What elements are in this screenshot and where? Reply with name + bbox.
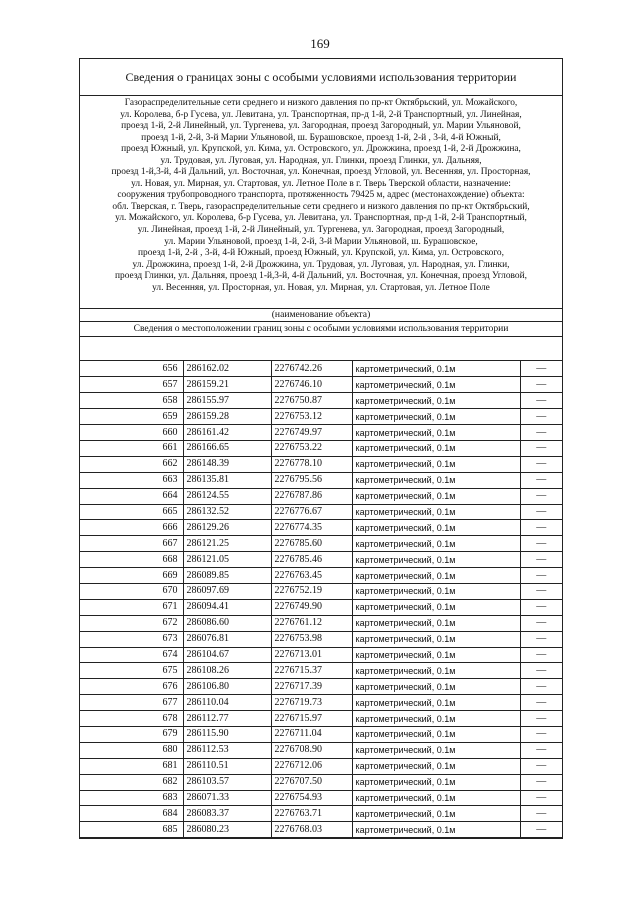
accuracy-dash: —: [520, 583, 562, 599]
accuracy-dash: —: [520, 711, 562, 727]
determination-method: картометрический, 0.1м: [352, 663, 520, 679]
point-number: 671: [80, 599, 183, 615]
x-coordinate: 286097.69: [183, 583, 271, 599]
table-row: [80, 822, 562, 838]
x-coordinate: 286076.81: [183, 631, 271, 647]
accuracy-dash: —: [520, 806, 562, 822]
y-coordinate: 2276746.10: [271, 377, 352, 393]
accuracy-dash: —: [520, 409, 562, 425]
table-row: [80, 568, 562, 584]
object-name-caption: (наименование объекта): [80, 309, 562, 322]
table-row: [80, 583, 562, 599]
accuracy-dash: —: [520, 440, 562, 456]
determination-method: картометрический, 0.1м: [352, 615, 520, 631]
description-line: сооружения трубопроводного транспорта, протяженность 79425 м, адрес (местонахождение) объекта:: [117, 190, 525, 201]
point-number: 669: [80, 568, 183, 584]
y-coordinate: 2276763.45: [271, 568, 352, 584]
accuracy-dash: —: [520, 456, 562, 472]
description-line: ул. Новая, ул. Мирная, ул. Стартовая, ул. Летное Поле в г. Тверь Тверской области, назначение:: [131, 178, 511, 189]
point-number: 668: [80, 552, 183, 568]
table-row: [80, 488, 562, 504]
point-number: 677: [80, 695, 183, 711]
y-coordinate: 2276785.46: [271, 552, 352, 568]
description-line: обл. Тверская, г. Тверь, газораспределительные сети среднего и низкого давления по пр-кт Октябрьский,: [112, 201, 530, 212]
table-row: [80, 425, 562, 441]
x-coordinate: 286112.53: [183, 742, 271, 758]
table-row: [80, 361, 562, 377]
accuracy-dash: —: [520, 758, 562, 774]
x-coordinate: 286148.39: [183, 456, 271, 472]
determination-method: картометрический, 0.1м: [352, 631, 520, 647]
table-row: [80, 711, 562, 727]
accuracy-dash: —: [520, 774, 562, 790]
accuracy-dash: —: [520, 726, 562, 742]
point-number: 676: [80, 679, 183, 695]
table-row: [80, 726, 562, 742]
table-row: [80, 695, 562, 711]
determination-method: картометрический, 0.1м: [352, 552, 520, 568]
accuracy-dash: —: [520, 393, 562, 409]
x-coordinate: 286112.77: [183, 711, 271, 727]
accuracy-dash: —: [520, 472, 562, 488]
y-coordinate: 2276752.19: [271, 583, 352, 599]
accuracy-dash: —: [520, 615, 562, 631]
accuracy-dash: —: [520, 663, 562, 679]
x-coordinate: 286121.25: [183, 536, 271, 552]
x-coordinate: 286161.42: [183, 425, 271, 441]
accuracy-dash: —: [520, 568, 562, 584]
description-line: ул. Дрожжина, проезд 1-й, 2-й Дрожжина, ул. Трудовая, ул. Луговая, ул. Народная, ул. Глинки,: [132, 259, 510, 270]
determination-method: картометрический, 0.1м: [352, 568, 520, 584]
x-coordinate: 286162.02: [183, 361, 271, 377]
y-coordinate: 2276749.97: [271, 425, 352, 441]
determination-method: картометрический, 0.1м: [352, 726, 520, 742]
y-coordinate: 2276708.90: [271, 742, 352, 758]
x-coordinate: 286132.52: [183, 504, 271, 520]
determination-method: картометрический, 0.1м: [352, 758, 520, 774]
accuracy-dash: —: [520, 488, 562, 504]
page-number: 169: [310, 36, 330, 51]
x-coordinate: 286135.81: [183, 472, 271, 488]
description-line: проезд 1-й, 2-й Линейный, ул. Тургенева, ул. Загородная, проезд Загородный, ул. Марии Ульяновой,: [121, 121, 521, 132]
point-number: 679: [80, 726, 183, 742]
x-coordinate: 286094.41: [183, 599, 271, 615]
table-row: [80, 663, 562, 679]
table-row: [80, 742, 562, 758]
determination-method: картометрический, 0.1м: [352, 425, 520, 441]
y-coordinate: 2276715.97: [271, 711, 352, 727]
accuracy-dash: —: [520, 647, 562, 663]
description-line: проезд 1-й, 2-й, 3-й Марии Ульяновой, ш. Бурашовское, проезд 1-й, 2-й , 3-й, 4-й Южный,: [141, 132, 501, 143]
point-number: 683: [80, 790, 183, 806]
y-coordinate: 2276711.04: [271, 726, 352, 742]
determination-method: картометрический, 0.1м: [352, 361, 520, 377]
determination-method: картометрический, 0.1м: [352, 504, 520, 520]
x-coordinate: 286083.37: [183, 806, 271, 822]
description-line: проезд 1-й, 2-й , 3-й, 4-й Южный, проезд Южный, ул. Крупской, ул. Кима, ул. Островского,: [138, 248, 504, 259]
x-coordinate: 286121.05: [183, 552, 271, 568]
y-coordinate: 2276754.93: [271, 790, 352, 806]
y-coordinate: 2276785.60: [271, 536, 352, 552]
description-line: проезд 1-й,3-й, 4-й Дальний, ул. Восточная, ул. Конечная, проезд Угловой, ул. Весенняя, ул. Просторная,: [111, 167, 531, 178]
table-row: [80, 504, 562, 520]
description-line: ул. Весенняя, ул. Просторная, ул. Новая, ул. Мирная, ул. Стартовая, ул. Летное Поле: [152, 282, 490, 293]
table-row: [80, 615, 562, 631]
table-header-spacer: [80, 337, 562, 361]
point-number: 680: [80, 742, 183, 758]
table-row: [80, 520, 562, 536]
determination-method: картометрический, 0.1м: [352, 822, 520, 838]
y-coordinate: 2276749.90: [271, 599, 352, 615]
point-number: 659: [80, 409, 183, 425]
x-coordinate: 286110.51: [183, 758, 271, 774]
table-row: [80, 679, 562, 695]
determination-method: картометрический, 0.1м: [352, 647, 520, 663]
table-row: [80, 790, 562, 806]
description-line: Газораспределительные сети среднего и низкого давления по пр-кт Октябрьский, ул. Можайского,: [124, 98, 518, 108]
point-number: 665: [80, 504, 183, 520]
x-coordinate: 286159.28: [183, 409, 271, 425]
point-number: 682: [80, 774, 183, 790]
object-description: [80, 96, 562, 309]
y-coordinate: 2276778.10: [271, 456, 352, 472]
y-coordinate: 2276763.71: [271, 806, 352, 822]
table-row: [80, 552, 562, 568]
y-coordinate: 2276713.01: [271, 647, 352, 663]
y-coordinate: 2276742.26: [271, 361, 352, 377]
table-row: [80, 774, 562, 790]
y-coordinate: 2276707.50: [271, 774, 352, 790]
determination-method: картометрический, 0.1м: [352, 456, 520, 472]
determination-method: картометрический, 0.1м: [352, 393, 520, 409]
accuracy-dash: —: [520, 790, 562, 806]
accuracy-dash: —: [520, 695, 562, 711]
point-number: 684: [80, 806, 183, 822]
point-number: 664: [80, 488, 183, 504]
point-number: 660: [80, 425, 183, 441]
x-coordinate: 286104.67: [183, 647, 271, 663]
y-coordinate: 2276774.35: [271, 520, 352, 536]
table-row: [80, 647, 562, 663]
point-number: 657: [80, 377, 183, 393]
description-line: ул. Линейная, проезд 1-й, 2-й Линейный, ул. Тургенева, ул. Загородная, проезд Загородный,: [137, 225, 505, 236]
accuracy-dash: —: [520, 822, 562, 838]
accuracy-dash: —: [520, 599, 562, 615]
description-line: проезд Южный, ул. Крупской, ул. Кима, ул. Островского, ул. Дрожжина, проезд 1-й, 2-й Дрожжина,: [121, 144, 521, 155]
table-row: [80, 758, 562, 774]
location-heading: Сведения о местоположении границ зоны с особыми условиями использования территории: [80, 322, 562, 337]
document-title: Сведения о границах зоны с особыми условиями использования территории: [80, 59, 562, 96]
determination-method: картометрический, 0.1м: [352, 774, 520, 790]
description-line: ул. Марии Ульяновой, проезд 1-й, 2-й, 3-й Марии Ульяновой, ш. Бурашовское,: [164, 236, 478, 247]
table-row: [80, 806, 562, 822]
point-number: 673: [80, 631, 183, 647]
x-coordinate: 286089.85: [183, 568, 271, 584]
determination-method: картометрический, 0.1м: [352, 599, 520, 615]
y-coordinate: 2276753.12: [271, 409, 352, 425]
point-number: 663: [80, 472, 183, 488]
y-coordinate: 2276753.22: [271, 440, 352, 456]
x-coordinate: 286155.97: [183, 393, 271, 409]
accuracy-dash: —: [520, 361, 562, 377]
y-coordinate: 2276787.86: [271, 488, 352, 504]
point-number: 670: [80, 583, 183, 599]
point-number: 675: [80, 663, 183, 679]
accuracy-dash: —: [520, 425, 562, 441]
determination-method: картометрический, 0.1м: [352, 806, 520, 822]
y-coordinate: 2276712.06: [271, 758, 352, 774]
determination-method: картометрический, 0.1м: [352, 520, 520, 536]
point-number: 662: [80, 456, 183, 472]
determination-method: картометрический, 0.1м: [352, 679, 520, 695]
point-number: 656: [80, 361, 183, 377]
table-row: [80, 536, 562, 552]
y-coordinate: 2276795.56: [271, 472, 352, 488]
determination-method: картометрический, 0.1м: [352, 536, 520, 552]
x-coordinate: 286108.26: [183, 663, 271, 679]
x-coordinate: 286166.65: [183, 440, 271, 456]
description-line: ул. Королева, б-р Гусева, ул. Левитана, ул. Транспортная, пр-д 1-й, 2-й Транспортный, ул. Линейная,: [120, 109, 522, 120]
accuracy-dash: —: [520, 631, 562, 647]
table-row: [80, 377, 562, 393]
x-coordinate: 286071.33: [183, 790, 271, 806]
y-coordinate: 2276776.67: [271, 504, 352, 520]
accuracy-dash: —: [520, 504, 562, 520]
determination-method: картометрический, 0.1м: [352, 695, 520, 711]
accuracy-dash: —: [520, 679, 562, 695]
point-number: 674: [80, 647, 183, 663]
table-row: [80, 440, 562, 456]
x-coordinate: 286159.21: [183, 377, 271, 393]
determination-method: картометрический, 0.1м: [352, 440, 520, 456]
x-coordinate: 286110.04: [183, 695, 271, 711]
y-coordinate: 2276715.37: [271, 663, 352, 679]
point-number: 667: [80, 536, 183, 552]
description-line: ул. Трудовая, ул. Луговая, ул. Народная, ул. Глинки, проезд Глинки, ул. Дальняя,: [160, 155, 482, 166]
description-line: ул. Можайского, ул. Королева, б-р Гусева, ул. Левитана, ул. Транспортная, пр-д 1-й, 2-й Транспортный,: [115, 213, 527, 224]
y-coordinate: 2276719.73: [271, 695, 352, 711]
point-number: 681: [80, 758, 183, 774]
y-coordinate: 2276717.39: [271, 679, 352, 695]
point-number: 672: [80, 615, 183, 631]
x-coordinate: 286129.26: [183, 520, 271, 536]
determination-method: картометрический, 0.1м: [352, 488, 520, 504]
x-coordinate: 286103.57: [183, 774, 271, 790]
determination-method: картометрический, 0.1м: [352, 409, 520, 425]
determination-method: картометрический, 0.1м: [352, 377, 520, 393]
x-coordinate: 286080.23: [183, 822, 271, 838]
accuracy-dash: —: [520, 536, 562, 552]
table-row: [80, 599, 562, 615]
table-row: [80, 393, 562, 409]
x-coordinate: 286106.80: [183, 679, 271, 695]
determination-method: картометрический, 0.1м: [352, 790, 520, 806]
zone-boundary-document: [79, 58, 563, 839]
accuracy-dash: —: [520, 552, 562, 568]
point-number: 685: [80, 822, 183, 838]
accuracy-dash: —: [520, 377, 562, 393]
point-number: 678: [80, 711, 183, 727]
y-coordinate: 2276753.98: [271, 631, 352, 647]
y-coordinate: 2276768.03: [271, 822, 352, 838]
table-row: [80, 409, 562, 425]
point-number: 658: [80, 393, 183, 409]
accuracy-dash: —: [520, 742, 562, 758]
x-coordinate: 286124.55: [183, 488, 271, 504]
y-coordinate: 2276761.12: [271, 615, 352, 631]
y-coordinate: 2276750.87: [271, 393, 352, 409]
table-row: [80, 456, 562, 472]
determination-method: картометрический, 0.1м: [352, 583, 520, 599]
x-coordinate: 286115.90: [183, 726, 271, 742]
point-number: 666: [80, 520, 183, 536]
table-row: [80, 631, 562, 647]
table-row: [80, 472, 562, 488]
determination-method: картометрический, 0.1м: [352, 742, 520, 758]
point-number: 661: [80, 440, 183, 456]
coordinates-table: [80, 361, 562, 838]
accuracy-dash: —: [520, 520, 562, 536]
x-coordinate: 286086.60: [183, 615, 271, 631]
determination-method: картометрический, 0.1м: [352, 711, 520, 727]
determination-method: картометрический, 0.1м: [352, 472, 520, 488]
description-line: проезд Глинки, ул. Дальняя, проезд 1-й,3-й, 4-й Дальний, ул. Восточная, ул. Конечная, проезд Угловой,: [115, 271, 527, 282]
